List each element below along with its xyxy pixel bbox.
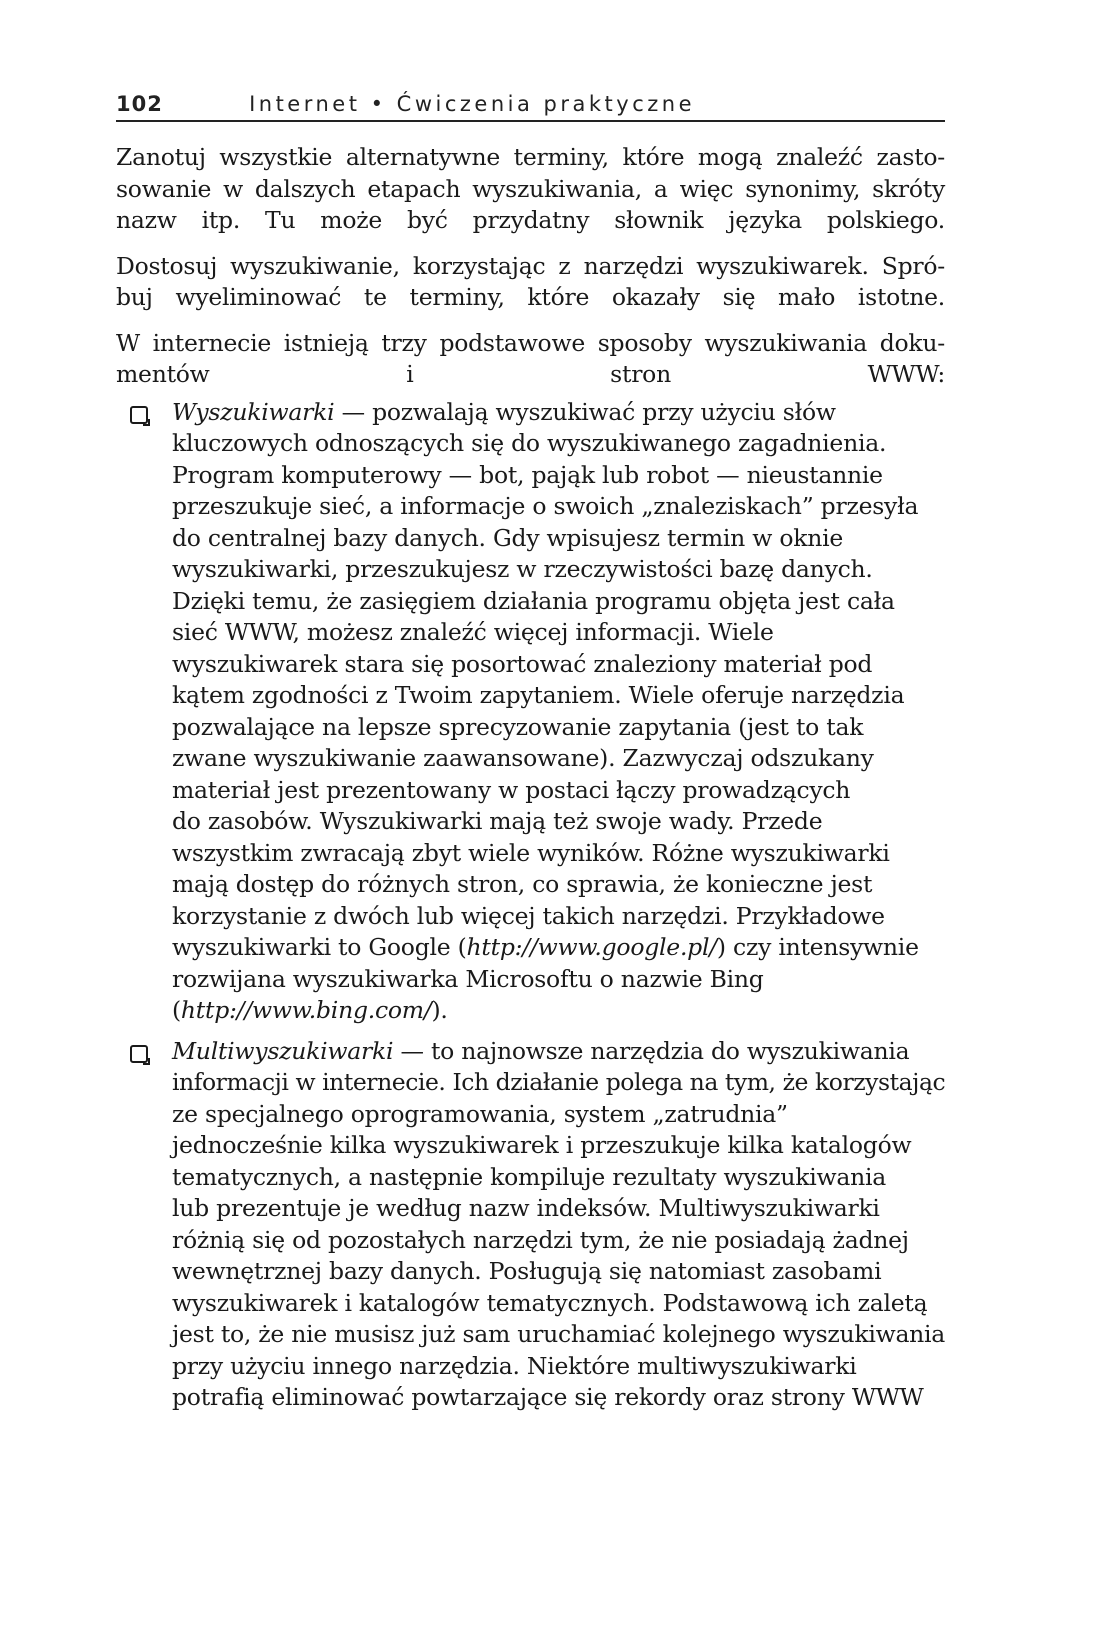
text-line: jednocześnie kilka wyszukiwarek i przeszukuje kilka katalogów <box>172 1131 912 1159</box>
text-line: zwane wyszukiwanie zaawansowane). Zazwyczaj odszukany <box>172 744 874 772</box>
text-line: różnią się od pozostałych narzędzi tym, że nie posiadają żadnej <box>172 1225 909 1254</box>
list-item <box>116 1036 945 1414</box>
text-line <box>172 397 945 429</box>
text-line: pozwalające na lepsze sprecyzowanie zapytania (jest to tak <box>172 712 864 741</box>
text-line: wewnętrznej bazy danych. Posługują się natomiast zasobami <box>172 1257 882 1285</box>
text-line: Zanotuj wszystkie alternatywne terminy, które mogą znaleźć zasto- <box>116 143 945 171</box>
checkbox-bullet-icon <box>130 406 148 424</box>
text-line: informacji w internecie. Ich działanie polega na tym, że korzystając <box>172 1068 946 1096</box>
text-line: sieć WWW, możesz znaleźć więcej informacji. Wiele <box>172 618 774 646</box>
url-bing: http://www.bing.com/ <box>180 996 432 1024</box>
running-header <box>116 92 945 122</box>
text-line: wyszukiwarki, przeszukujesz w rzeczywistości bazę danych. <box>172 555 873 583</box>
page-number: 102 <box>116 92 163 116</box>
text-line: mentów i stron WWW: <box>116 360 945 388</box>
text-line: buj wyeliminować te terminy, które okazały się mało istotne. <box>116 283 945 311</box>
text-line: Dzięki temu, że zasięgiem działania programu objęta jest cała <box>172 586 895 615</box>
text-line <box>172 995 945 1027</box>
text-fragment: ( <box>172 996 181 1024</box>
term: Wyszukiwarki <box>172 397 335 426</box>
text-line: tematycznych, a następnie kompiluje rezultaty wyszukiwania <box>172 1162 887 1191</box>
body-text <box>116 142 945 1414</box>
text-line: lub prezentuje je według nazw indeksów. Multiwyszukiwarki <box>172 1194 880 1222</box>
text-line: wyszukiwarek stara się posortować znaleziony materiał pod <box>172 649 873 678</box>
checkbox-bullet-icon <box>130 1045 148 1063</box>
text-line <box>172 932 945 964</box>
text-line: mają dostęp do różnych stron, co sprawia, że konieczne jest <box>172 870 873 898</box>
paragraph <box>116 251 945 314</box>
text-line: sowanie w dalszych etapach wyszukiwania, a więc synonimy, skróty <box>116 174 945 203</box>
text-fragment: — to najnowsze narzędzia do wyszukiwania <box>393 1036 910 1065</box>
text-line <box>172 1036 945 1068</box>
text-line: materiał jest prezentowany w postaci łączy prowadzących <box>172 775 851 804</box>
text-line: rozwijana wyszukiwarka Microsoftu o nazwie Bing <box>172 964 764 993</box>
text-line: jest to, że nie musisz już sam uruchamiać kolejnego wyszukiwania <box>172 1320 946 1348</box>
text-line: potrafią eliminować powtarzające się rekordy oraz strony WWW <box>172 1383 924 1411</box>
text-fragment: ). <box>431 996 448 1024</box>
bullet-list <box>116 397 945 1414</box>
paragraph <box>116 328 945 391</box>
paragraph <box>116 142 945 237</box>
list-item <box>116 397 945 1027</box>
text-line: W internecie istnieją trzy podstawowe sposoby wyszukiwania doku- <box>116 328 945 357</box>
running-title: Internet • Ćwiczenia praktyczne <box>249 92 695 116</box>
text-line: korzystanie z dwóch lub więcej takich narzędzi. Przykładowe <box>172 901 885 930</box>
text-fragment: — pozwalają wyszukiwać przy użyciu słów <box>334 397 836 426</box>
text-line: kątem zgodności z Twoim zapytaniem. Wiele oferuje narzędzia <box>172 681 905 709</box>
text-line: przy użyciu innego narzędzia. Niektóre multiwyszukiwarki <box>172 1351 857 1380</box>
text-fragment: ) czy intensywnie <box>716 933 919 961</box>
book-page <box>116 92 945 1423</box>
text-line: nazw itp. Tu może być przydatny słownik języka polskiego. <box>116 206 945 234</box>
text-line: przeszukuje sieć, a informacje o swoich „znaleziskach” przesyła <box>172 492 919 520</box>
url-google: http://www.google.pl/ <box>466 933 717 961</box>
text-line: wszystkim zwracają zbyt wiele wyników. Różne wyszukiwarki <box>172 838 890 867</box>
text-line: do centralnej bazy danych. Gdy wpisujesz termin w oknie <box>172 523 844 552</box>
text-line: Program komputerowy — bot, pająk lub robot — nieustannie <box>172 460 883 489</box>
text-line: kluczowych odnoszących się do wyszukiwanego zagadnienia. <box>172 429 887 457</box>
text-line: Dostosuj wyszukiwanie, korzystając z narzędzi wyszukiwarek. Spró- <box>116 251 945 280</box>
text-fragment: wyszukiwarki to Google ( <box>172 933 467 961</box>
text-line: do zasobów. Wyszukiwarki mają też swoje wady. Przede <box>172 807 823 835</box>
text-line: wyszukiwarek i katalogów tematycznych. Podstawową ich zaletą <box>172 1288 928 1317</box>
text-line: ze specjalnego oprogramowania, system „zatrudnia” <box>172 1099 788 1128</box>
term: Multiwyszukiwarki <box>172 1036 394 1065</box>
